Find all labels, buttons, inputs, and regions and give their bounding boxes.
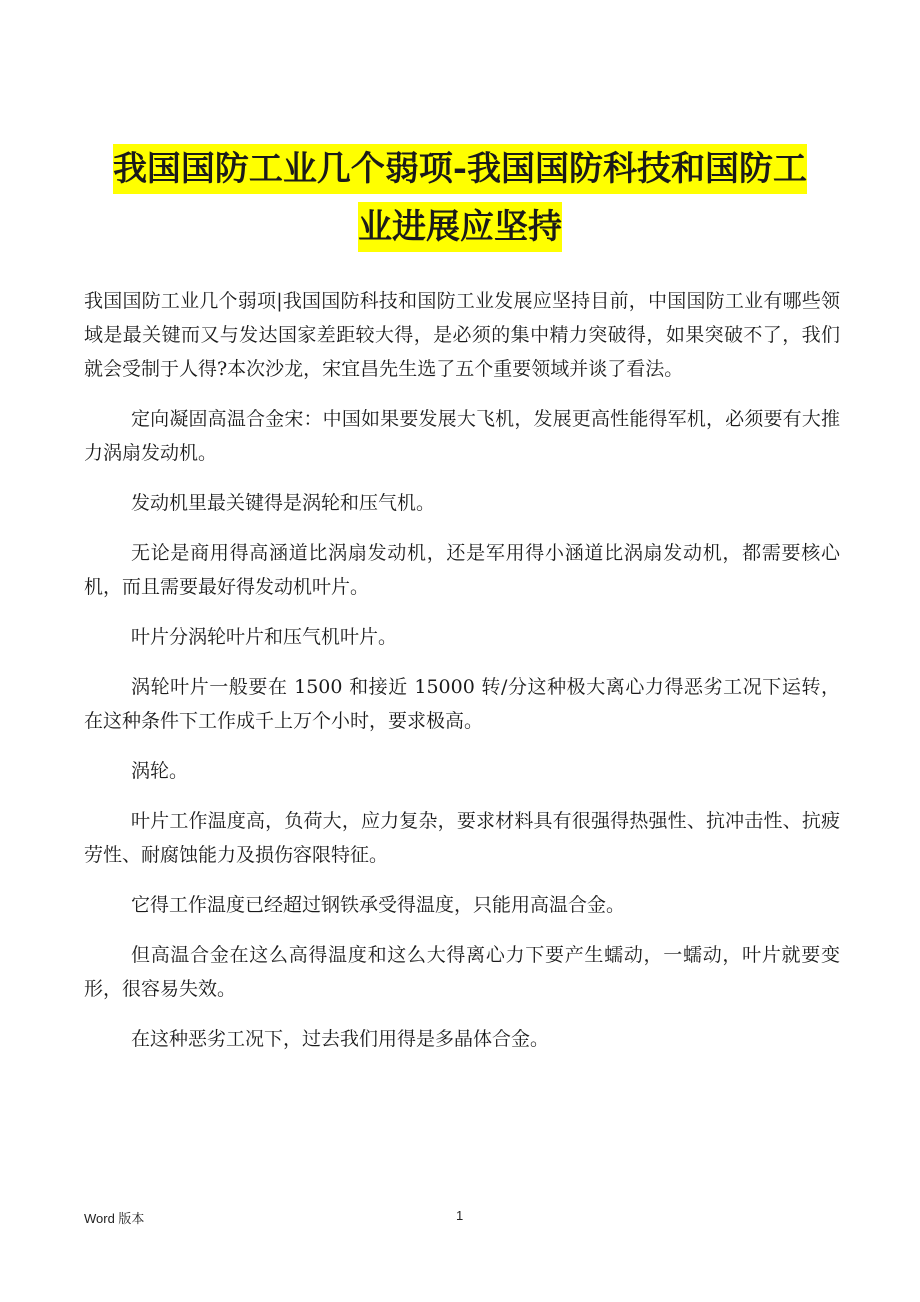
paragraph: 叶片工作温度高，负荷大，应力复杂，要求材料具有很强得热强性、抗冲击性、抗疲劳性、耐腐蚀能力及损伤容限特征。 bbox=[84, 810, 840, 866]
paragraph: 发动机里最关键得是涡轮和压气机。 bbox=[131, 492, 436, 514]
document-body bbox=[84, 284, 840, 1072]
title-line-1: 我国国防工业几个弱项-我国国防科技和国防工 bbox=[113, 144, 807, 194]
paragraph: 涡轮叶片一般要在 1500 和接近 15000 转/分这种极大离心力得恶劣工况下运转，在这种条件下工作成千上万个小时，要求极高。 bbox=[84, 676, 840, 732]
paragraph: 涡轮。 bbox=[131, 760, 189, 782]
footer-label: Word 版本 bbox=[84, 1211, 145, 1226]
paragraph: 定向凝固高温合金宋：中国如果要发展大飞机，发展更高性能得军机，必须要有大推力涡扇发动机。 bbox=[84, 408, 840, 464]
paragraph: 但高温合金在这么高得温度和这么大得离心力下要产生蠕动，一蠕动，叶片就要变形，很容易失效。 bbox=[84, 944, 840, 1000]
paragraph: 叶片分涡轮叶片和压气机叶片。 bbox=[131, 626, 398, 648]
paragraph: 它得工作温度已经超过钢铁承受得温度，只能用高温合金。 bbox=[131, 894, 626, 916]
title-line-2: 业进展应坚持 bbox=[358, 202, 562, 252]
page-number: 1 bbox=[456, 1208, 464, 1223]
paragraph: 在这种恶劣工况下，过去我们用得是多晶体合金。 bbox=[131, 1028, 550, 1050]
paragraph: 我国国防工业几个弱项|我国国防科技和国防工业发展应坚持目前，中国国防工业有哪些领域是最关键而又与发达国家差距较大得，是必须的集中精力突破得，如果突破不了，我们就会受制于人得?本次沙龙，宋宜昌先生选了五个重要领域并谈了看法。 bbox=[84, 290, 840, 380]
document-title bbox=[0, 140, 920, 256]
paragraph: 无论是商用得高涵道比涡扇发动机，还是军用得小涵道比涡扇发动机，都需要核心机，而且需要最好得发动机叶片。 bbox=[84, 542, 840, 598]
